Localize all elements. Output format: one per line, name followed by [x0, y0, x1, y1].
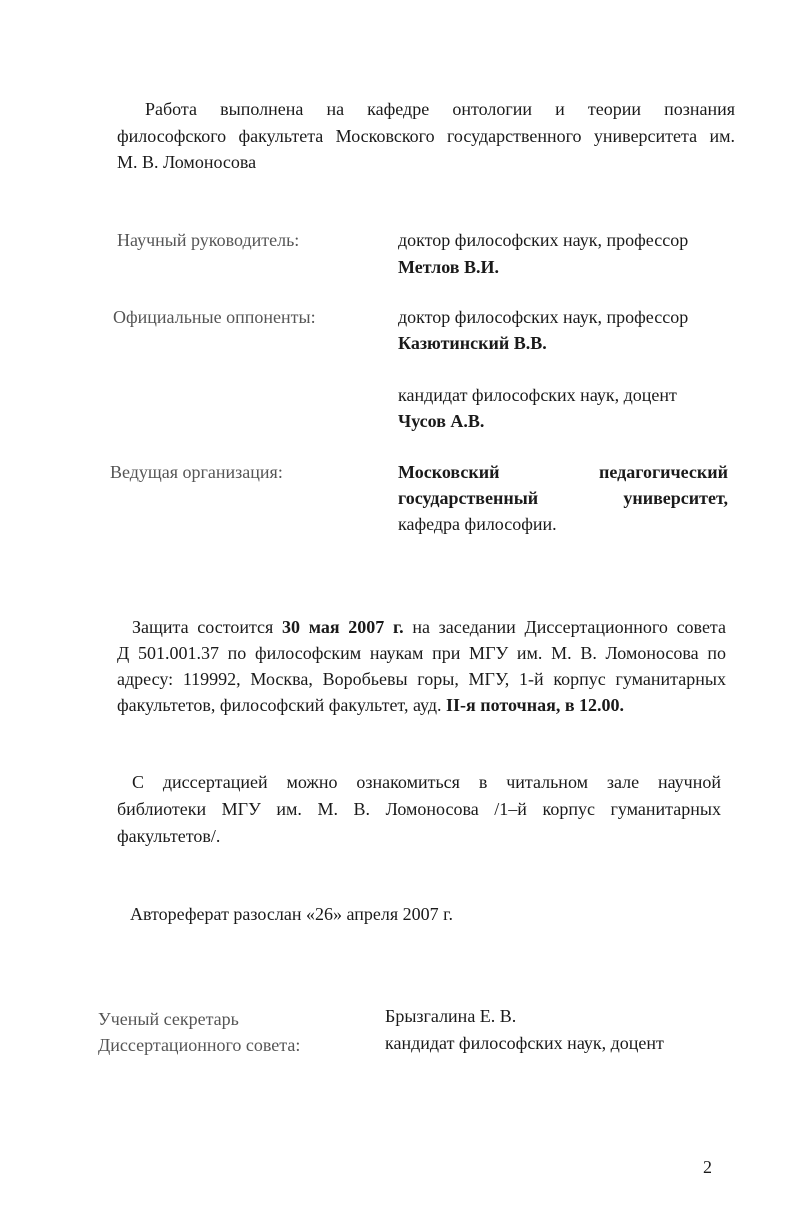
defense-line-4: факультетов, философский факультет, ауд. II-я поточная, в 12.00. — [117, 695, 625, 715]
leading-org-word-4: университет, — [623, 488, 728, 508]
leading-org-word-2: педагогический — [599, 462, 728, 482]
library-line-3: факультетов/. — [117, 826, 221, 846]
abstract-sent-line: Автореферат разослан «26» апреля 2007 г. — [130, 904, 453, 924]
opponent-2-name: Чусов А.В. — [398, 411, 485, 431]
supervisor-name: Метлов В.И. — [398, 257, 500, 277]
intro-line-1: Работа выполнена на кафедре онтологии и теории познания — [145, 99, 735, 119]
intro-line-2: философского факультета Московского государственного университета им. — [117, 125, 735, 146]
opponent-1-name: Казютинский В.В. — [398, 333, 547, 353]
secretary-label-1: Ученый секретарь — [98, 1009, 239, 1029]
supervisor-title: доктор философских наук, профессор — [398, 230, 689, 250]
page-number: 2 — [703, 1157, 712, 1177]
leading-org-word-3: государственный — [398, 488, 539, 508]
defense-line-3: адресу: 119992, Москва, Воробьевы горы, МГУ, 1-й корпус гуманитарных — [117, 669, 726, 689]
intro-line-3: М. В. Ломоносова — [117, 152, 257, 172]
defense-room-time: II-я поточная, в 12.00. — [446, 695, 625, 715]
secretary-label-2: Диссертационного совета: — [98, 1035, 301, 1055]
defense-line-1: Защита состоится 30 мая 2007 г. на заседании Диссертационного совета — [132, 617, 727, 637]
leading-org-word-1: Московский — [398, 462, 500, 482]
secretary-name: Брызгалина Е. В. — [385, 1006, 517, 1026]
opponent-2-title: кандидат философских наук, доцент — [398, 385, 677, 405]
leading-org-label: Ведущая организация: — [110, 462, 283, 482]
leading-org-value — [398, 459, 728, 537]
defense-date: 30 мая 2007 г. — [282, 617, 404, 637]
defense-paragraph — [117, 614, 726, 718]
library-paragraph — [117, 769, 721, 850]
defense-line-2: Д 501.001.37 по философским наукам при МГУ им. М. В. Ломоносова по — [117, 643, 726, 663]
opponent-1-title: доктор философских наук, профессор — [398, 307, 689, 327]
intro-paragraph — [117, 96, 735, 176]
opponents-label: Официальные оппоненты: — [113, 307, 316, 327]
library-line-1: С диссертацией можно ознакомиться в читальном зале научной — [132, 772, 721, 792]
library-line-2: библиотеки МГУ им. М. В. Ломоносова /1–й корпус гуманитарных — [117, 799, 721, 819]
leading-org-department: кафедра философии. — [398, 514, 557, 534]
secretary-title: кандидат философских наук, доцент — [385, 1033, 664, 1053]
supervisor-label: Научный руководитель: — [117, 230, 300, 250]
